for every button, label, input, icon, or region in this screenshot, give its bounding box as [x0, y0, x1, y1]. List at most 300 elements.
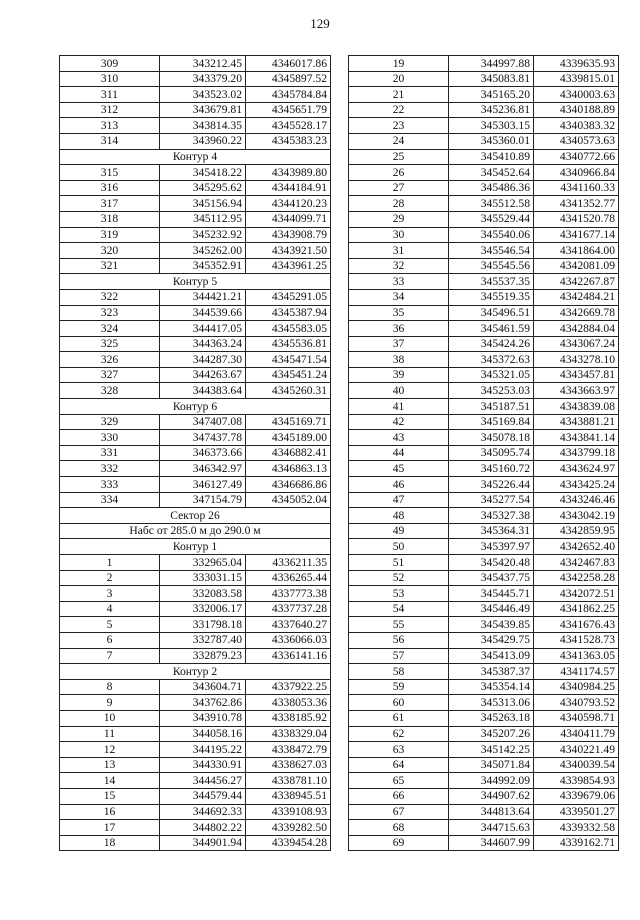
y-coordinate: 4336066.03	[246, 632, 331, 648]
x-coordinate: 344263.67	[160, 367, 246, 383]
table-row	[349, 601, 619, 617]
x-coordinate: 345078.18	[449, 430, 534, 446]
y-coordinate: 4345897.52	[246, 71, 331, 87]
point-number: 52	[349, 570, 449, 586]
x-coordinate: 343212.45	[160, 56, 246, 72]
y-coordinate: 4339815.01	[534, 71, 619, 87]
x-coordinate: 345169.84	[449, 414, 534, 430]
y-coordinate: 4336141.16	[246, 648, 331, 664]
x-coordinate: 345461.59	[449, 321, 534, 337]
point-number: 1	[60, 555, 160, 571]
point-number: 315	[60, 165, 160, 181]
x-coordinate: 345071.84	[449, 757, 534, 773]
table-row	[60, 788, 331, 804]
table-row	[349, 695, 619, 711]
y-coordinate: 4342267.87	[534, 274, 619, 290]
table-row	[60, 445, 331, 461]
y-coordinate: 4346863.13	[246, 461, 331, 477]
x-coordinate: 345446.49	[449, 601, 534, 617]
point-number: 11	[60, 726, 160, 742]
point-number: 323	[60, 305, 160, 321]
table-row	[349, 352, 619, 368]
x-coordinate: 345313.06	[449, 695, 534, 711]
x-coordinate: 344363.24	[160, 336, 246, 352]
point-number: 16	[60, 804, 160, 820]
x-coordinate: 345187.51	[449, 399, 534, 415]
point-number: 333	[60, 477, 160, 493]
table-row	[60, 773, 331, 789]
table-row	[60, 726, 331, 742]
x-coordinate: 344901.94	[160, 835, 246, 851]
table-row	[349, 570, 619, 586]
y-coordinate: 4338781.10	[246, 773, 331, 789]
point-number: 39	[349, 367, 449, 383]
y-coordinate: 4338945.51	[246, 788, 331, 804]
y-coordinate: 4343457.81	[534, 367, 619, 383]
x-coordinate: 347154.79	[160, 492, 246, 508]
y-coordinate: 4340573.63	[534, 133, 619, 149]
table-row	[60, 102, 331, 118]
page-number: 129	[310, 16, 330, 31]
x-coordinate: 344715.63	[449, 820, 534, 836]
table-row	[349, 477, 619, 493]
x-coordinate: 345207.26	[449, 726, 534, 742]
point-number: 69	[349, 835, 449, 851]
table-row	[60, 118, 331, 134]
x-coordinate: 344607.99	[449, 835, 534, 851]
y-coordinate: 4341862.25	[534, 601, 619, 617]
x-coordinate: 345253.03	[449, 383, 534, 399]
point-number: 5	[60, 617, 160, 633]
point-number: 18	[60, 835, 160, 851]
y-coordinate: 4345169.71	[246, 414, 331, 430]
point-number: 332	[60, 461, 160, 477]
y-coordinate: 4336211.35	[246, 555, 331, 571]
x-coordinate: 345452.64	[449, 165, 534, 181]
point-number: 31	[349, 243, 449, 259]
table-row	[60, 710, 331, 726]
y-coordinate: 4344099.71	[246, 211, 331, 227]
table-row	[349, 788, 619, 804]
table-row	[349, 414, 619, 430]
y-coordinate: 4346017.86	[246, 56, 331, 72]
point-number: 328	[60, 383, 160, 399]
x-coordinate: 345262.00	[160, 243, 246, 259]
table-row	[60, 305, 331, 321]
table-row	[349, 399, 619, 415]
table-row	[349, 211, 619, 227]
x-coordinate: 345277.54	[449, 492, 534, 508]
x-coordinate: 345512.58	[449, 196, 534, 212]
x-coordinate: 343910.78	[160, 710, 246, 726]
table-row	[349, 102, 619, 118]
y-coordinate: 4340984.25	[534, 679, 619, 695]
point-number: 35	[349, 305, 449, 321]
x-coordinate: 343379.20	[160, 71, 246, 87]
x-coordinate: 345424.26	[449, 336, 534, 352]
point-number: 30	[349, 227, 449, 243]
x-coordinate: 344539.66	[160, 305, 246, 321]
point-number: 43	[349, 430, 449, 446]
x-coordinate: 332006.17	[160, 601, 246, 617]
y-coordinate: 4346882.41	[246, 445, 331, 461]
x-coordinate: 346342.97	[160, 461, 246, 477]
y-coordinate: 4339162.71	[534, 835, 619, 851]
table-row	[349, 648, 619, 664]
point-number: 8	[60, 679, 160, 695]
point-number: 314	[60, 133, 160, 149]
table-row	[60, 243, 331, 259]
y-coordinate: 4338053.36	[246, 695, 331, 711]
point-number: 25	[349, 149, 449, 165]
y-coordinate: 4339332.58	[534, 820, 619, 836]
x-coordinate: 345413.09	[449, 648, 534, 664]
x-coordinate: 345546.54	[449, 243, 534, 259]
y-coordinate: 4341160.33	[534, 180, 619, 196]
x-coordinate: 345295.62	[160, 180, 246, 196]
x-coordinate: 343679.81	[160, 102, 246, 118]
table-row	[349, 445, 619, 461]
point-number: 321	[60, 258, 160, 274]
y-coordinate: 4343921.50	[246, 243, 331, 259]
y-coordinate: 4340383.32	[534, 118, 619, 134]
x-coordinate: 345418.22	[160, 165, 246, 181]
point-number: 317	[60, 196, 160, 212]
x-coordinate: 345232.92	[160, 227, 246, 243]
section-title-row	[60, 399, 331, 415]
x-coordinate: 345321.05	[449, 367, 534, 383]
table-row	[349, 227, 619, 243]
y-coordinate: 4340772.66	[534, 149, 619, 165]
table-row	[60, 835, 331, 851]
y-coordinate: 4343799.18	[534, 445, 619, 461]
x-coordinate: 345529.44	[449, 211, 534, 227]
table-row	[60, 555, 331, 571]
point-number: 319	[60, 227, 160, 243]
x-coordinate: 345496.51	[449, 305, 534, 321]
section-title-row	[60, 539, 331, 555]
point-number: 57	[349, 648, 449, 664]
x-coordinate: 343762.86	[160, 695, 246, 711]
y-coordinate: 4343624.97	[534, 461, 619, 477]
x-coordinate: 344287.30	[160, 352, 246, 368]
x-coordinate: 332083.58	[160, 586, 246, 602]
section-title: Набс от 285.0 м до 290.0 м	[60, 523, 331, 539]
point-number: 324	[60, 321, 160, 337]
y-coordinate: 4345052.04	[246, 492, 331, 508]
x-coordinate: 343604.71	[160, 679, 246, 695]
point-number: 24	[349, 133, 449, 149]
y-coordinate: 4340221.49	[534, 742, 619, 758]
x-coordinate: 344456.27	[160, 773, 246, 789]
x-coordinate: 345439.85	[449, 617, 534, 633]
point-number: 13	[60, 757, 160, 773]
table-row	[60, 477, 331, 493]
y-coordinate: 4345291.05	[246, 289, 331, 305]
y-coordinate: 4345260.31	[246, 383, 331, 399]
x-coordinate: 344813.64	[449, 804, 534, 820]
table-row	[60, 258, 331, 274]
y-coordinate: 4339454.28	[246, 835, 331, 851]
table-row	[349, 196, 619, 212]
table-row	[349, 383, 619, 399]
x-coordinate: 345327.38	[449, 508, 534, 524]
y-coordinate: 4345451.24	[246, 367, 331, 383]
y-coordinate: 4339501.27	[534, 804, 619, 820]
y-coordinate: 4343839.08	[534, 399, 619, 415]
x-coordinate: 344330.91	[160, 757, 246, 773]
point-number: 37	[349, 336, 449, 352]
y-coordinate: 4338185.92	[246, 710, 331, 726]
x-coordinate: 332787.40	[160, 632, 246, 648]
point-number: 329	[60, 414, 160, 430]
y-coordinate: 4345784.84	[246, 87, 331, 103]
x-coordinate: 345360.01	[449, 133, 534, 149]
y-coordinate: 4345471.54	[246, 352, 331, 368]
y-coordinate: 4340188.89	[534, 102, 619, 118]
point-number: 36	[349, 321, 449, 337]
table-row	[349, 367, 619, 383]
x-coordinate: 343523.02	[160, 87, 246, 103]
table-row	[349, 820, 619, 836]
point-number: 56	[349, 632, 449, 648]
table-row	[60, 804, 331, 820]
y-coordinate: 4342467.83	[534, 555, 619, 571]
point-number: 19	[349, 56, 449, 72]
table-row	[60, 757, 331, 773]
point-number: 55	[349, 617, 449, 633]
point-number: 7	[60, 648, 160, 664]
y-coordinate: 4340966.84	[534, 165, 619, 181]
table-row	[349, 539, 619, 555]
x-coordinate: 345303.15	[449, 118, 534, 134]
point-number: 58	[349, 664, 449, 680]
y-coordinate: 4346686.86	[246, 477, 331, 493]
x-coordinate: 344992.09	[449, 773, 534, 789]
section-title-row	[60, 274, 331, 290]
point-number: 64	[349, 757, 449, 773]
x-coordinate: 345519.35	[449, 289, 534, 305]
x-coordinate: 346127.49	[160, 477, 246, 493]
point-number: 325	[60, 336, 160, 352]
point-number: 12	[60, 742, 160, 758]
table-row	[349, 835, 619, 851]
table-row	[349, 617, 619, 633]
y-coordinate: 4343961.25	[246, 258, 331, 274]
point-number: 44	[349, 445, 449, 461]
x-coordinate: 345429.75	[449, 632, 534, 648]
y-coordinate: 4345189.00	[246, 430, 331, 446]
y-coordinate: 4341528.73	[534, 632, 619, 648]
point-number: 33	[349, 274, 449, 290]
table-row	[60, 383, 331, 399]
point-number: 65	[349, 773, 449, 789]
point-number: 45	[349, 461, 449, 477]
point-number: 2	[60, 570, 160, 586]
table-row	[60, 679, 331, 695]
table-row	[60, 742, 331, 758]
y-coordinate: 4343067.24	[534, 336, 619, 352]
table-row	[349, 726, 619, 742]
x-coordinate: 345112.95	[160, 211, 246, 227]
point-number: 322	[60, 289, 160, 305]
table-row	[60, 617, 331, 633]
x-coordinate: 345095.74	[449, 445, 534, 461]
table-row	[349, 336, 619, 352]
y-coordinate: 4345528.17	[246, 118, 331, 134]
y-coordinate: 4337640.27	[246, 617, 331, 633]
table-row	[349, 586, 619, 602]
x-coordinate: 333031.15	[160, 570, 246, 586]
table-row	[60, 71, 331, 87]
point-number: 38	[349, 352, 449, 368]
table-row	[60, 180, 331, 196]
y-coordinate: 4342669.78	[534, 305, 619, 321]
y-coordinate: 4343908.79	[246, 227, 331, 243]
point-number: 311	[60, 87, 160, 103]
point-number: 42	[349, 414, 449, 430]
point-number: 22	[349, 102, 449, 118]
y-coordinate: 4343663.97	[534, 383, 619, 399]
x-coordinate: 345486.36	[449, 180, 534, 196]
point-number: 23	[349, 118, 449, 134]
point-number: 316	[60, 180, 160, 196]
table-row	[60, 196, 331, 212]
point-number: 310	[60, 71, 160, 87]
section-title: Сектор 26	[60, 508, 331, 524]
point-number: 326	[60, 352, 160, 368]
table-row	[349, 742, 619, 758]
y-coordinate: 4341352.77	[534, 196, 619, 212]
table-row	[349, 56, 619, 72]
point-number: 46	[349, 477, 449, 493]
table-row	[349, 492, 619, 508]
table-row	[349, 258, 619, 274]
point-number: 61	[349, 710, 449, 726]
y-coordinate: 4337773.38	[246, 586, 331, 602]
point-number: 49	[349, 523, 449, 539]
y-coordinate: 4341864.00	[534, 243, 619, 259]
x-coordinate: 345537.35	[449, 274, 534, 290]
table-row	[349, 274, 619, 290]
table-row	[349, 133, 619, 149]
x-coordinate: 345364.31	[449, 523, 534, 539]
y-coordinate: 4343278.10	[534, 352, 619, 368]
section-title: Контур 4	[60, 149, 331, 165]
table-row	[349, 430, 619, 446]
section-title-row	[60, 523, 331, 539]
point-number: 4	[60, 601, 160, 617]
y-coordinate: 4343989.80	[246, 165, 331, 181]
y-coordinate: 4342081.09	[534, 258, 619, 274]
point-number: 10	[60, 710, 160, 726]
x-coordinate: 345397.97	[449, 539, 534, 555]
x-coordinate: 345420.48	[449, 555, 534, 571]
y-coordinate: 4337737.28	[246, 601, 331, 617]
table-row	[60, 695, 331, 711]
table-row	[349, 149, 619, 165]
section-title: Контур 1	[60, 539, 331, 555]
x-coordinate: 332879.23	[160, 648, 246, 664]
table-row	[349, 289, 619, 305]
section-title: Контур 2	[60, 664, 331, 680]
table-row	[349, 71, 619, 87]
y-coordinate: 4341676.43	[534, 617, 619, 633]
table-row	[349, 523, 619, 539]
x-coordinate: 345142.25	[449, 742, 534, 758]
table-row	[349, 118, 619, 134]
x-coordinate: 345540.06	[449, 227, 534, 243]
point-number: 27	[349, 180, 449, 196]
table-row	[60, 492, 331, 508]
table-row	[60, 461, 331, 477]
table-row	[349, 165, 619, 181]
section-title-row	[60, 664, 331, 680]
y-coordinate: 4339854.93	[534, 773, 619, 789]
x-coordinate: 347407.08	[160, 414, 246, 430]
y-coordinate: 4344120.23	[246, 196, 331, 212]
x-coordinate: 345083.81	[449, 71, 534, 87]
point-number: 318	[60, 211, 160, 227]
table-row	[349, 180, 619, 196]
point-number: 40	[349, 383, 449, 399]
x-coordinate: 343960.22	[160, 133, 246, 149]
table-row	[60, 211, 331, 227]
y-coordinate: 4341677.14	[534, 227, 619, 243]
table-row	[60, 165, 331, 181]
y-coordinate: 4342859.95	[534, 523, 619, 539]
x-coordinate: 331798.18	[160, 617, 246, 633]
y-coordinate: 4342652.40	[534, 539, 619, 555]
x-coordinate: 344058.16	[160, 726, 246, 742]
table-row	[60, 820, 331, 836]
table-row	[60, 367, 331, 383]
y-coordinate: 4338329.04	[246, 726, 331, 742]
section-title: Контур 5	[60, 274, 331, 290]
table-row	[349, 87, 619, 103]
x-coordinate: 345445.71	[449, 586, 534, 602]
x-coordinate: 344421.21	[160, 289, 246, 305]
point-number: 67	[349, 804, 449, 820]
x-coordinate: 344417.05	[160, 321, 246, 337]
point-number: 331	[60, 445, 160, 461]
y-coordinate: 4340039.54	[534, 757, 619, 773]
y-coordinate: 4338627.03	[246, 757, 331, 773]
x-coordinate: 345437.75	[449, 570, 534, 586]
y-coordinate: 4344184.91	[246, 180, 331, 196]
y-coordinate: 4339635.93	[534, 56, 619, 72]
table-row	[60, 352, 331, 368]
point-number: 327	[60, 367, 160, 383]
x-coordinate: 345372.63	[449, 352, 534, 368]
x-coordinate: 343814.35	[160, 118, 246, 134]
table-row	[60, 648, 331, 664]
y-coordinate: 4339282.50	[246, 820, 331, 836]
table-row	[349, 555, 619, 571]
coordinates-table-right	[348, 55, 619, 851]
table-row	[349, 632, 619, 648]
y-coordinate: 4339679.06	[534, 788, 619, 804]
point-number: 29	[349, 211, 449, 227]
x-coordinate: 345352.91	[160, 258, 246, 274]
x-coordinate: 345226.44	[449, 477, 534, 493]
y-coordinate: 4345383.23	[246, 133, 331, 149]
x-coordinate: 347437.78	[160, 430, 246, 446]
table-row	[60, 632, 331, 648]
table-row	[349, 305, 619, 321]
table-row	[60, 87, 331, 103]
point-number: 312	[60, 102, 160, 118]
